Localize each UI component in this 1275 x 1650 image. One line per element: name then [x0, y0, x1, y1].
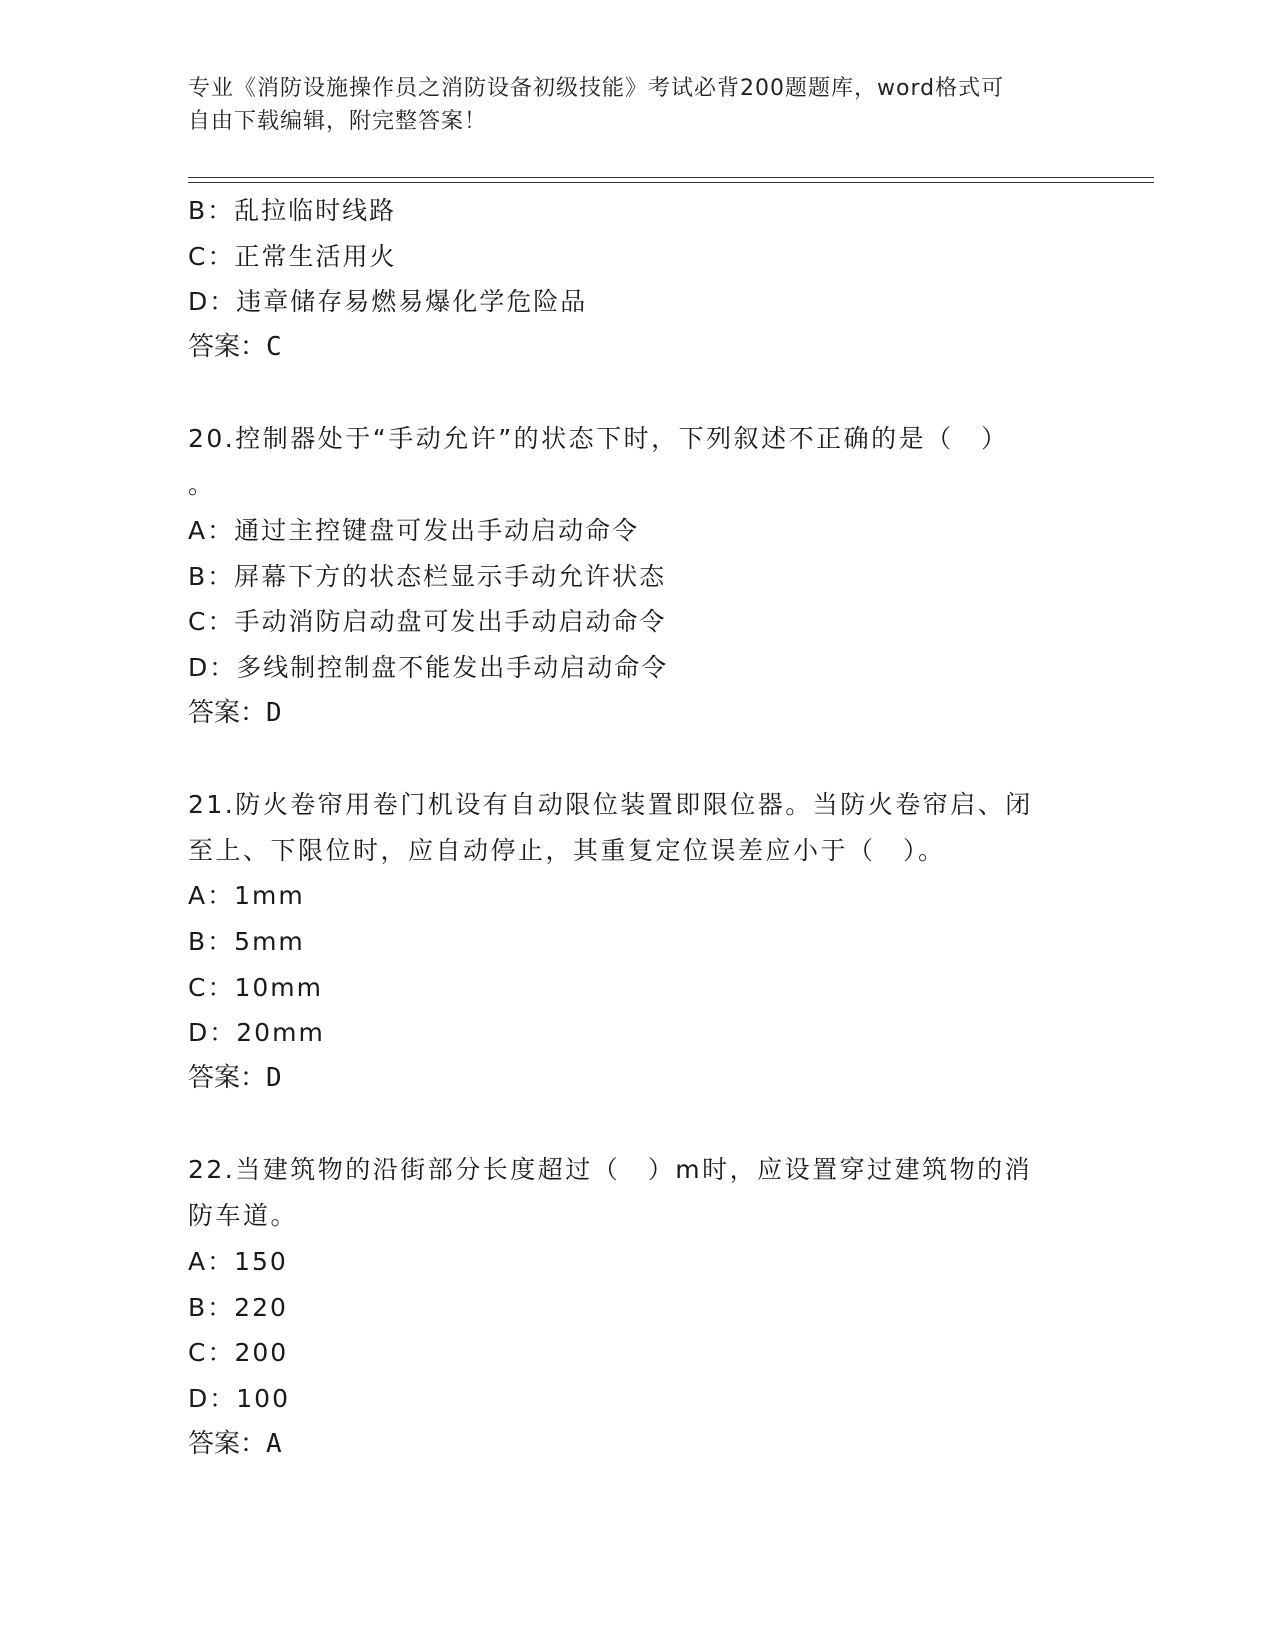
option-text: 手动消防启动盘可发出手动启动命令: [234, 607, 667, 637]
question-number: 21.: [188, 789, 236, 819]
question-stem-line-2: 防车道。: [188, 1201, 299, 1231]
option-c: C：10mm: [188, 972, 324, 1002]
option-text: 违章储存易燃易爆化学危险品: [236, 287, 588, 317]
document-header: [188, 72, 1088, 138]
option-c: C：200: [188, 1338, 289, 1368]
option-label: D: [188, 652, 210, 682]
answer-label: 答案：: [188, 1063, 267, 1094]
option-b: B：220: [188, 1292, 288, 1322]
answer-line: [188, 325, 1088, 371]
option-text: 150: [234, 1246, 288, 1276]
question-22: [188, 1147, 1088, 1467]
question-stem-line-2: 。: [188, 470, 216, 500]
answer-value: C: [266, 332, 282, 363]
option-label: C: [188, 972, 208, 1002]
spacer: [188, 1102, 1088, 1148]
question-number: 22.: [188, 1155, 236, 1185]
option-c: C：手动消防启动盘可发出手动启动命令: [188, 607, 667, 637]
option-text: 220: [234, 1292, 288, 1322]
spacer: [188, 371, 1088, 417]
answer-value: A: [266, 1428, 282, 1459]
option-text: 100: [236, 1383, 290, 1413]
option-a: A：通过主控键盘可发出手动启动命令: [188, 515, 640, 545]
question-stem-line-1: [188, 1147, 1088, 1193]
option-label: A: [188, 1246, 208, 1276]
header-divider-bottom: [188, 182, 1154, 183]
option-d: D：多线制控制盘不能发出手动启动命令: [188, 652, 669, 682]
answer-value: D: [266, 697, 282, 728]
option-text: 多线制控制盘不能发出手动启动命令: [236, 652, 669, 682]
answer-label: 答案：: [188, 332, 267, 363]
question-stem-line-1: [188, 416, 1088, 462]
option-d: D：100: [188, 1383, 290, 1413]
answer-value: D: [266, 1063, 282, 1094]
option-label: C: [188, 607, 208, 637]
option-a: A：1mm: [188, 881, 305, 911]
question-number: 20.: [188, 424, 236, 454]
option-text: 乱拉临时线路: [234, 196, 397, 225]
answer-label: 答案：: [188, 1428, 267, 1459]
option-label: D: [188, 1383, 210, 1413]
question-text: 防火卷帘用卷门机设有自动限位装置即限位器。当防火卷帘启、闭: [235, 789, 1033, 819]
question-stem-line-1: [188, 782, 1088, 828]
option-text: 正常生活用火: [234, 241, 397, 271]
option-text: 1mm: [234, 881, 305, 911]
question-20: [188, 416, 1088, 736]
option-d: D：违章储存易燃易爆化学危险品: [188, 287, 588, 317]
question-list: [188, 188, 1088, 1467]
question-stem-line-2: 至上、下限位时，应自动停止，其重复定位误差应小于（ ）。: [188, 835, 946, 865]
option-label: D: [188, 287, 210, 317]
option-label: D: [188, 1018, 210, 1048]
option-text: 20mm: [236, 1018, 325, 1048]
option-b: B：5mm: [188, 927, 305, 956]
answer-label: 答案：: [188, 697, 267, 728]
question-text: 控制器处于“手动允许”的状态下时，下列叙述不正确的是（ ）: [235, 424, 1009, 454]
question-19-fragment: [188, 188, 1088, 371]
option-text: 屏幕下方的状态栏显示手动允许状态: [234, 561, 667, 591]
option-label: B: [188, 196, 208, 225]
option-label: C: [188, 241, 208, 271]
option-d: D：20mm: [188, 1018, 325, 1048]
option-label: C: [188, 1338, 208, 1368]
answer-line: [188, 691, 1088, 737]
question-text: 当建筑物的沿街部分长度超过（ ）m时，应设置穿过建筑物的消: [235, 1155, 1033, 1185]
question-21: [188, 782, 1088, 1102]
header-line-2: 自由下载编辑，附完整答案！: [188, 109, 488, 134]
option-a: A：150: [188, 1246, 288, 1276]
option-label: B: [188, 1292, 208, 1322]
option-label: B: [188, 927, 208, 956]
option-label: B: [188, 561, 208, 591]
header-line-1: 专业《消防设施操作员之消防设备初级技能》考试必背200题题库，word格式可: [188, 76, 1005, 101]
answer-line: [188, 1056, 1088, 1102]
option-text: 5mm: [234, 927, 305, 956]
option-text: 200: [234, 1338, 289, 1368]
answer-line: [188, 1422, 1088, 1468]
option-b: B：乱拉临时线路: [188, 196, 397, 225]
option-label: A: [188, 881, 208, 911]
option-label: A: [188, 515, 208, 545]
option-text: 通过主控键盘可发出手动启动命令: [234, 515, 640, 545]
option-c: C：正常生活用火: [188, 241, 397, 271]
option-text: 10mm: [234, 972, 324, 1002]
spacer: [188, 736, 1088, 782]
header-divider-top: [188, 177, 1154, 178]
option-b: B：屏幕下方的状态栏显示手动允许状态: [188, 561, 667, 591]
